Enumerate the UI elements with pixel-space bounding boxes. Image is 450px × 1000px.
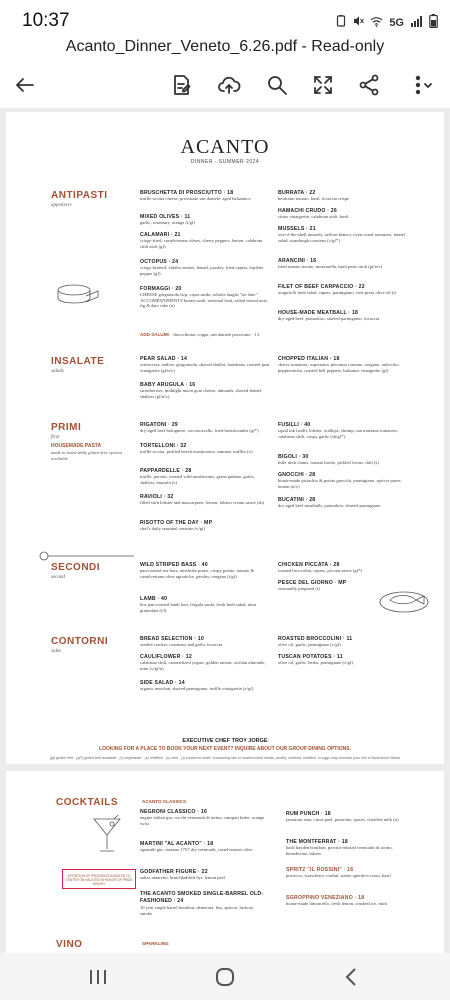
menu-item: THE ACANTO SMOKED SINGLE-BARREL OLD-FASHIONED · 24 10 year single barrel bourbon, demerara, bay, apricot, hickory smoke: [140, 891, 264, 916]
menu-item: BURRATA · 22 heirloom tomato, basil, focaccia crispe: [278, 190, 350, 201]
menu-item: BREAD SELECTION · 10 seeded cracker, rosemary and garlic focaccia: [140, 636, 223, 647]
share-button[interactable]: [354, 70, 384, 100]
section-subtitle-secondi: second: [51, 575, 65, 580]
menu-item: PEAR SALAD · 14 watercress, endive, gorgonzola, shaved shallot, hazelnuts, roasted pear vinaigrette (gf/n/v): [140, 356, 270, 373]
section-subtitle-antipasti: appetizers: [51, 203, 72, 208]
menu-item-add-salumi: ADD SALUMI finocchiona, coppa, san daniele prosciutto · 13: [140, 332, 260, 337]
sparkling-label: SPARKLING: [142, 941, 169, 946]
share-icon: [357, 73, 381, 97]
cheese-sketch-icon: [56, 282, 102, 309]
section-title-contorni: CONTORNI: [51, 636, 109, 647]
back-arrow-icon: [13, 73, 37, 97]
restaurant-logo: ACANTO: [180, 136, 270, 158]
menu-item: SGROPPINO VENEZIANO · 18 house-made limoncello, fresh lemon, crushed ice, mint: [286, 895, 387, 906]
menu-item: RISOTTO OF THE DAY · MP chef's daily seasonal creation (v/gf): [140, 520, 213, 531]
martini-glass-sketch-icon: [92, 815, 122, 860]
menu-item: RUM PUNCH · 18 jamaican rum, citrus peel, pistachio, spices, clarified milk (n): [286, 811, 399, 822]
section-title-secondi: SECONDI: [51, 562, 101, 573]
menu-item: THE MONTFERRAT · 18 basil hayden bourbon, porcini-infused vermouth di torino, benedictine, bitters: [286, 839, 393, 856]
signal-icon: [410, 16, 423, 30]
document-title: Acanto_Dinner_Veneto_6.26.pdf - Read-only: [65, 38, 385, 55]
menu-item: MARTINI "AL ACANTO" · 18 sipsmith gin, cinzano 1757 dry vermouth, castelvetrano olive: [140, 841, 253, 852]
status-time: 10:37: [22, 10, 70, 31]
search-button[interactable]: [262, 70, 292, 100]
menu-item: NEGRONI CLASSICO · 16 engine italian gin, cocchi vermouth di torino, campari bitter, orange twist: [140, 809, 265, 826]
menu-item: MUSSELS · 21 out-of-the-shell mussels, saffron bianco, oven cured tomatoes, fennel salad, sourdough croutons (c/gf*): [278, 226, 405, 243]
fullscreen-icon: [311, 73, 335, 97]
section-title-vino: VINO: [56, 939, 83, 950]
menu-item: SPRITZ "IL ROSSINI" · 16 prosecco, strawberry cordial, sirene aperitivo rosso, basil: [286, 867, 391, 878]
section-subtitle-primi: first: [51, 435, 60, 440]
dietary-legend: (gf) gluten free · (gf*) gluten free available · (v) vegetarian · (s) shellfish · (n) nuts · (t) cooked to order; consuming raw or undercooked meats, poultry, seafood, shellfish, or eggs may increase your risk of food-borne illness: [49, 756, 401, 760]
pdf-toolbar: [0, 66, 450, 104]
menu-item: BIGOLI · 30 little neck clams, tomato brodo, pickled fresno chili (s): [278, 454, 379, 465]
pdf-page-1: [6, 112, 444, 764]
mute-icon: [352, 15, 364, 30]
search-icon: [265, 73, 289, 97]
menu-item: ROASTED BROCCOLINI · 11 olive oil, garlic, parmigiano (v/gf): [278, 636, 353, 647]
menu-item: FILET OF BEEF CARPACCIO · 22 arugula & herb salad, capers, parmigiano, first-press olive oil (t): [278, 284, 397, 295]
recents-icon: [88, 968, 108, 986]
menu-item: BRUSCHETTA DI PROSCIUTTO · 18 truffle ricotta cheese, prosciutto san daniele, aged balsamico: [140, 190, 251, 201]
back-icon: [343, 967, 361, 987]
menu-item: MIXED OLIVES · 11 garlic, rosemary, orange (t/gf): [140, 214, 195, 225]
housemade-pasta-note: HOUSEMADE PASTA: [51, 443, 102, 449]
menu-item: BABY ARUGULA · 16 strawberries, midnight moon goat cheese, almonds, shaved fennel, shallots (gf/n/v): [140, 382, 263, 399]
menu-item: CHOPPED ITALIAN · 18 cherry tomatoes, sopressata, pecorino romano, oregano, radicchio, pepperoncini, roasted bell peppers, balsamic vinaigrette (gf): [278, 356, 400, 373]
battery-saver-icon: [336, 15, 346, 30]
more-icon: [410, 73, 434, 97]
wifi-icon: [370, 16, 383, 30]
section-title-insalate: INSALATE: [51, 356, 105, 367]
fullscreen-button[interactable]: [308, 70, 338, 100]
menu-item: SIDE SALAD · 14 organic mesclun, shaved parmigiano, truffle vinaigrette (v/gf): [140, 680, 254, 691]
menu-item: CHICKEN PICCATA · 28 roasted broccolini, capers, piccata sauce (gf*): [278, 562, 363, 573]
edit-button[interactable]: [166, 70, 196, 100]
pdf-viewer[interactable]: [0, 108, 450, 953]
menu-item: GODFATHER FIGURE · 22 saliza amaretto, bruichladdich 6yr, lemon peel: [140, 869, 225, 880]
menu-item: FORMAGGI · 20 CHEESE gorgonzola twp, capra sarda, robiola laughs "tre latte" ACCOMPANIMENTS honeycomb, seasonal fruit, salted mixed nuts, fig & date cake (n): [140, 286, 268, 309]
pdf-page-2: [6, 771, 444, 953]
menu-item: PAPPARDELLE · 28 truffle, porcini, roasted wild mushrooms, grana padano, garlic, shallots, marsala (v): [140, 468, 255, 485]
home-button[interactable]: [205, 963, 245, 991]
status-bar: [0, 0, 450, 38]
section-title-antipasti: ANTIPASTI: [51, 190, 108, 201]
menu-item: HOUSE-MADE MEATBALL · 18 dry-aged beef, pomodoro, shaved parmigiano, focaccia: [278, 310, 380, 321]
menu-item: ARANCINI · 16 fried tomato risotto, mozzarella, basil pesto aioli (gf/n/v): [278, 258, 383, 269]
menu-item: TUSCAN POTATOES · 11 olive oil, garlic, herbs, parmigiano (v/gf): [278, 654, 354, 665]
section-subtitle-contorni: sides: [51, 649, 61, 654]
menu-item: FUSILLI · 40 squid ink fusilli, lobster, scallops, shrimp, san marzano tomatoes, calabrian chili, crispy garlic (sh/gf*): [278, 422, 398, 439]
menu-subtitle: DINNER · SUMMER 2024: [190, 159, 260, 165]
menu-item: OCTOPUS · 24 crispy-braised, vidalia onions, fennel, parsley, fried capers, esplette pepper (gf): [140, 259, 264, 276]
status-icons: [336, 14, 438, 31]
system-nav-bar: [0, 953, 450, 1000]
menu-item: HAMACHI CRUDO · 26 citrus vinaigrette, calabrian aioli, basil: [278, 208, 349, 219]
menu-item: RAVIOLI · 32 filled with lobster and mascarpone, lemon, lobster cream sauce (sh): [140, 494, 265, 505]
recents-button[interactable]: [78, 963, 118, 991]
acanto-classics-label: ACANTO CLASSICS: [142, 799, 187, 804]
gluten-free-note: made in house daily gluten-free options available: [51, 450, 123, 461]
menu-item: BUCATINI · 28 dry-aged beef meatballs, pomodoro, shaved parmigiano: [278, 497, 381, 508]
more-options-button[interactable]: [404, 70, 440, 100]
menu-item: TORTELLONI · 32 truffle ricotta, pickled beech mushrooms, summer truffles (v): [140, 443, 253, 454]
section-title-cocktails: COCKTAILS: [56, 797, 119, 808]
cloud-upload-icon: [217, 73, 241, 97]
cloud-upload-button[interactable]: [214, 70, 244, 100]
menu-item: CAULIFLOWER · 12 calabrian chili, caramelized yogurt, golden raisins, sicilian almonds, mint (v/gf/n): [140, 654, 266, 671]
edit-document-icon: [169, 73, 193, 97]
menu-item: CALAMARI · 21 crispy-fried, castelvetrano olives, cherry peppers, lemon, calabrian chili aioli (gf): [140, 232, 263, 249]
fish-plate-sketch-icon: [378, 586, 432, 619]
home-icon: [214, 966, 236, 988]
section-subtitle-insalate: salads: [51, 369, 64, 374]
system-back-button[interactable]: [332, 963, 372, 991]
pride-donation-banner: A PORTION OF PROCEEDS DONATED TO CENTER ON HALSTED IN HONOR OF PRIDE MONTH: [62, 869, 136, 889]
menu-item: PESCE DEL GIORNO · MP seasonally prepared (t): [278, 580, 347, 591]
menu-item: GNOCCHI · 28 house-made pistachio & potato gnocchi, parmigiano, apricot puree, lemon (n/v): [278, 472, 402, 489]
network-label: 5G: [389, 16, 404, 29]
menu-item: WILD STRIPED BASS · 40 pan-roasted sea bass, artichoke puree, crispy potato, tomato & castelvetrano olive agrodolce, parsley, oregano (t/gf): [140, 562, 255, 579]
menu-item: LAMB · 40 6oz pan-roasted lamb loin, fregula sarda, fresh herb salad, mint gremolata (t/l): [140, 596, 257, 613]
menu-item: RIGATONI · 29 dry-aged beef bolognese, cacciocavallo, fried breadcrumbs (gf*): [140, 422, 259, 433]
back-button[interactable]: [10, 70, 40, 100]
section-title-primi: PRIMI: [51, 422, 82, 433]
battery-icon: [429, 14, 438, 31]
executive-chef: EXECUTIVE CHEF TROY JORGE: [182, 738, 268, 744]
group-dining-note: LOOKING FOR A PLACE TO BOOK YOUR NEXT EVENT? INQUIRE ABOUT OUR GROUP DINING OPTIONS.: [99, 746, 351, 752]
